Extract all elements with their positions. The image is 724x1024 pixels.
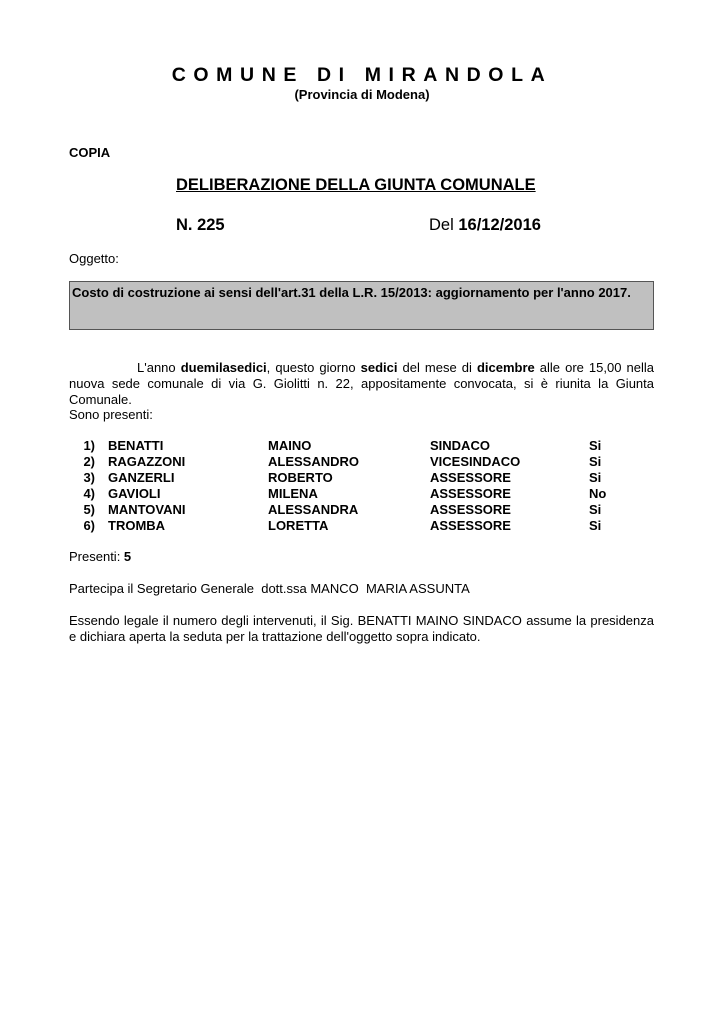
deliberation-date <box>429 216 541 235</box>
present-count-value: 5 <box>123 549 132 564</box>
member-surname: MANTOVANI <box>108 502 186 517</box>
subject-label: Oggetto: <box>69 251 119 266</box>
present-intro: Sono presenti: <box>69 407 153 422</box>
copy-label: COPIA <box>69 145 111 160</box>
member-index: 4) <box>83 486 95 501</box>
intro-text-3: del mese di <box>397 360 477 375</box>
province-subtitle: (Provincia di Modena) <box>294 87 430 102</box>
member-attendance: No <box>589 486 607 501</box>
closing-paragraph: Essendo legale il numero degli intervenuti, il Sig. BENATTI MAINO SINDACO assume la presidenza e dichiara aperta la seduta per la trattazione dell'oggetto sopra indicato. <box>69 613 654 644</box>
member-attendance: Si <box>589 518 602 533</box>
member-attendance: Si <box>589 454 602 469</box>
member-name: ALESSANDRA <box>268 502 359 517</box>
intro-year: duemilasedici <box>180 360 267 375</box>
member-index: 2) <box>83 454 95 469</box>
member-name: ROBERTO <box>268 470 333 485</box>
member-role: ASSESSORE <box>430 470 511 485</box>
date-prefix: Del <box>429 216 454 234</box>
member-row <box>69 502 629 518</box>
municipality-title: COMUNE DI MIRANDOLA <box>171 64 553 86</box>
member-surname: GAVIOLI <box>108 486 161 501</box>
member-role: ASSESSORE <box>430 502 511 517</box>
member-surname: RAGAZZONI <box>108 454 186 469</box>
member-attendance: Si <box>589 502 602 517</box>
member-surname: GANZERLI <box>108 470 175 485</box>
intro-month: dicembre <box>476 360 535 375</box>
member-name: MAINO <box>268 438 312 453</box>
intro-text-4: alle ore 15,00 nella nuova sede comunale di via G. Giolitti n. 22, appositamente convocata, si è riunita la Giunta Comunale. <box>69 360 654 407</box>
member-row <box>69 454 629 470</box>
member-role: SINDACO <box>430 438 490 453</box>
subject-text: Costo di costruzione ai sensi dell'art.31 della L.R. 15/2013: aggiornamento per l'anno 2017. <box>72 285 631 300</box>
member-attendance: Si <box>589 438 602 453</box>
secretary-line: Partecipa il Segretario Generale dott.ssa MANCO MARIA ASSUNTA <box>69 581 470 596</box>
member-role: VICESINDACO <box>430 454 521 469</box>
member-name: ALESSANDRO <box>268 454 360 469</box>
intro-text-1: L'anno <box>137 360 181 375</box>
member-row <box>69 438 629 454</box>
member-role: ASSESSORE <box>430 486 511 501</box>
intro-day: sedici <box>360 360 398 375</box>
member-name: LORETTA <box>268 518 329 533</box>
present-count <box>69 549 131 564</box>
member-row <box>69 486 629 502</box>
member-role: ASSESSORE <box>430 518 511 533</box>
member-surname: BENATTI <box>108 438 164 453</box>
member-index: 3) <box>83 470 95 485</box>
intro-paragraph <box>69 360 654 408</box>
member-index: 6) <box>83 518 95 533</box>
document-title: DELIBERAZIONE DELLA GIUNTA COMUNALE <box>176 176 536 194</box>
present-count-label: Presenti: <box>69 549 124 564</box>
member-index: 1) <box>83 438 95 453</box>
member-row <box>69 518 629 534</box>
deliberation-number: N. 225 <box>176 216 225 234</box>
member-name: MILENA <box>268 486 318 501</box>
member-surname: TROMBA <box>108 518 166 533</box>
member-row <box>69 470 629 486</box>
subject-box <box>69 281 654 330</box>
intro-text-2: , questo giorno <box>266 360 361 375</box>
members-list <box>69 438 629 534</box>
member-index: 5) <box>83 502 95 517</box>
date-value: 16/12/2016 <box>458 216 541 234</box>
member-attendance: Si <box>589 470 602 485</box>
